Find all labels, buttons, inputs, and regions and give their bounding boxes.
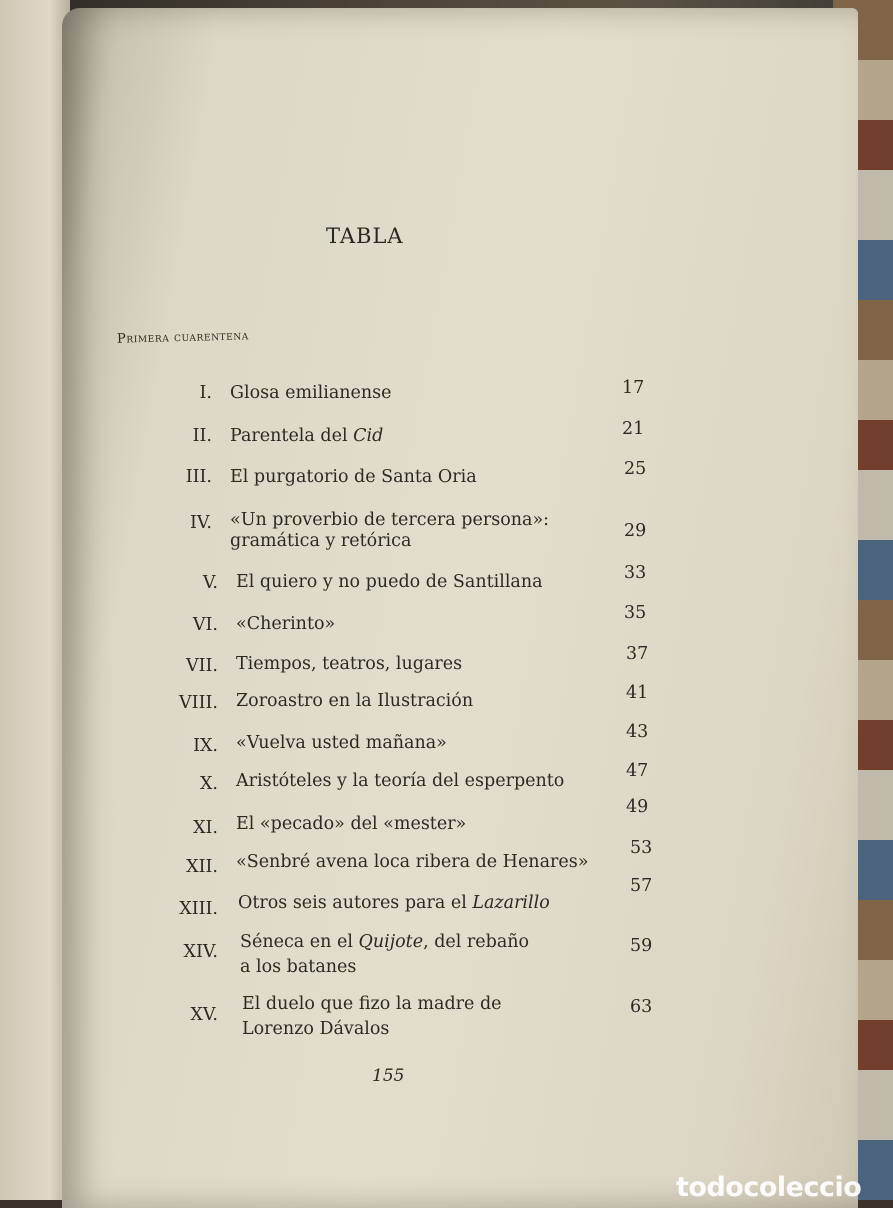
entry-number: I.: [199, 383, 212, 403]
entry-title: El duelo que fizo la madre de: [242, 994, 502, 1014]
entry-page: 43: [626, 722, 649, 742]
entry-page: 47: [626, 761, 649, 781]
entry-title: El quiero y no puedo de Santillana: [236, 572, 543, 592]
entry-number: VI.: [192, 615, 218, 635]
entry-page: 53: [630, 838, 653, 858]
entry-number: XI.: [193, 818, 218, 838]
entry-number: XIII.: [179, 899, 218, 919]
entry-title: Séneca en el Quijote, del rebaño: [240, 932, 530, 952]
entry-title: «Senbré avena loca ribera de Henares»: [236, 852, 589, 872]
entry-title-continued: a los batanes: [240, 957, 357, 977]
entry-page: 63: [630, 997, 653, 1017]
page-number: 155: [372, 1066, 405, 1086]
entry-number: XIV.: [183, 942, 218, 962]
page-title: TABLA: [326, 224, 404, 248]
entry-page: 59: [630, 936, 653, 956]
entry-title: Glosa emilianense: [230, 383, 392, 403]
entry-page: 35: [624, 603, 647, 623]
entry-title-continued: gramática y retórica: [230, 531, 412, 551]
entry-number: VII.: [185, 656, 218, 676]
section-heading: Primera cuarentena: [116, 328, 250, 347]
entry-page: 33: [624, 563, 647, 583]
entry-title: Tiempos, teatros, lugares: [236, 654, 463, 674]
entry-page: 41: [626, 683, 649, 703]
entry-number: III.: [185, 467, 212, 487]
entry-title: Parentela del Cid: [230, 426, 384, 446]
entry-number: XV.: [190, 1005, 218, 1025]
entry-number: IX.: [193, 736, 218, 756]
entry-page: 21: [622, 419, 645, 439]
entry-number: XII.: [186, 857, 218, 877]
entry-number: VIII.: [179, 693, 218, 713]
entry-page: 25: [624, 459, 647, 479]
entry-title: Aristóteles y la teoría del esperpento: [236, 771, 565, 791]
entry-page: 49: [626, 797, 649, 817]
entry-title: Zoroastro en la Ilustración: [236, 691, 474, 711]
entry-title: «Un proverbio de tercera persona»:: [230, 510, 550, 530]
entry-number: X.: [199, 774, 218, 794]
entry-page: 17: [622, 378, 645, 398]
entry-number: IV.: [189, 513, 212, 533]
entry-title-continued: Lorenzo Dávalos: [242, 1019, 390, 1039]
entry-title: «Cherinto»: [236, 614, 336, 634]
entry-title: El purgatorio de Santa Oria: [230, 467, 477, 487]
entry-title: El «pecado» del «mester»: [236, 814, 467, 834]
entry-page: 57: [630, 876, 653, 896]
entry-page: 29: [624, 521, 647, 541]
entry-title: «Vuelva usted mañana»: [236, 733, 447, 753]
entry-page: 37: [626, 644, 649, 664]
entry-number: V.: [202, 573, 218, 593]
entry-number: II.: [192, 426, 212, 446]
entry-title: Otros seis autores para el Lazarillo: [238, 893, 550, 913]
watermark: todocoleccio: [676, 1172, 862, 1203]
